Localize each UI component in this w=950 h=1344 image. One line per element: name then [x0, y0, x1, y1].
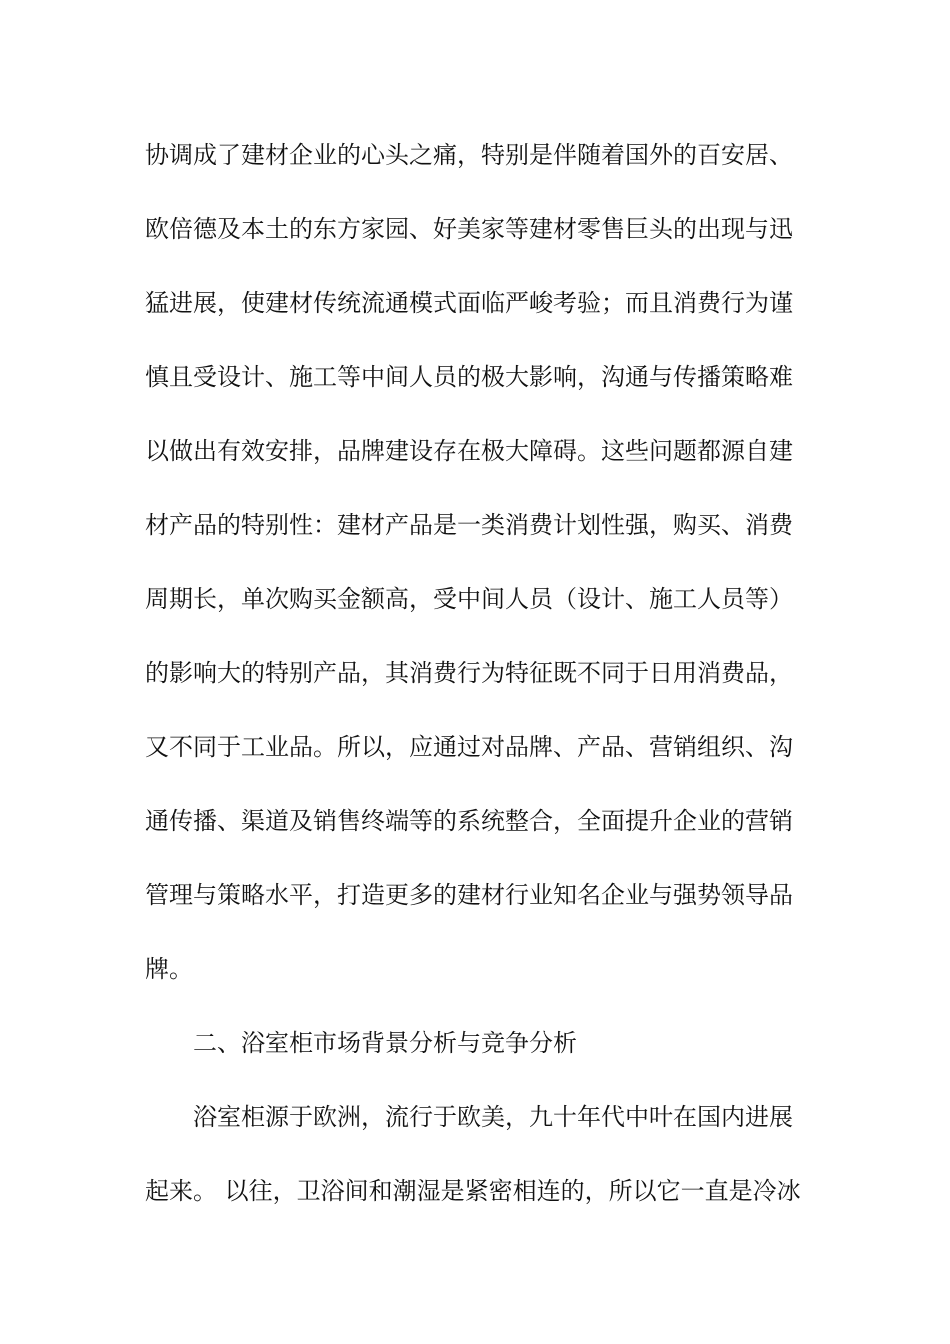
text-line: 欧倍德及本土的东方家园、好美家等建材零售巨头的出现与迅: [145, 215, 793, 243]
text-line: 浴室柜源于欧洲，流行于欧美，九十年代中叶在国内进展: [193, 1103, 793, 1131]
paragraph: [145, 1080, 805, 1228]
text-line: 牌。: [145, 955, 193, 983]
section-heading: [145, 1006, 805, 1080]
text-line: 材产品的特别性：建材产品是一类消费计划性强，购买、消费: [145, 511, 793, 539]
text-line: 以做出有效安排，品牌建设存在极大障碍。这些问题都源自建: [145, 437, 793, 465]
document-body: [145, 118, 805, 1228]
text-line: 管理与策略水平，打造更多的建材行业知名企业与强势领导品: [145, 881, 793, 909]
text-line: 起来。 以往，卫浴间和潮湿是紧密相连的，所以它一直是冷冰: [145, 1177, 801, 1205]
text-line: 猛进展，使建材传统流通模式面临严峻考验；而且消费行为谨: [145, 289, 793, 317]
text-line: 又不同于工业品。所以，应通过对品牌、产品、营销组织、沟: [145, 733, 793, 761]
text-line: 通传播、渠道及销售终端等的系统整合，全面提升企业的营销: [145, 807, 793, 835]
text-line: 协调成了建材企业的心头之痛，特别是伴随着国外的百安居、: [145, 141, 793, 169]
paragraph: [145, 118, 805, 1006]
text-line: 慎且受设计、施工等中间人员的极大影响，沟通与传播策略难: [145, 363, 793, 391]
text-line: 的影响大的特别产品，其消费行为特征既不同于日用消费品，: [145, 659, 793, 687]
text-line: 周期长，单次购买金额高，受中间人员（设计、施工人员等）: [145, 585, 793, 613]
section-heading-text: 二、浴室柜市场背景分析与竞争分析: [193, 1029, 577, 1057]
